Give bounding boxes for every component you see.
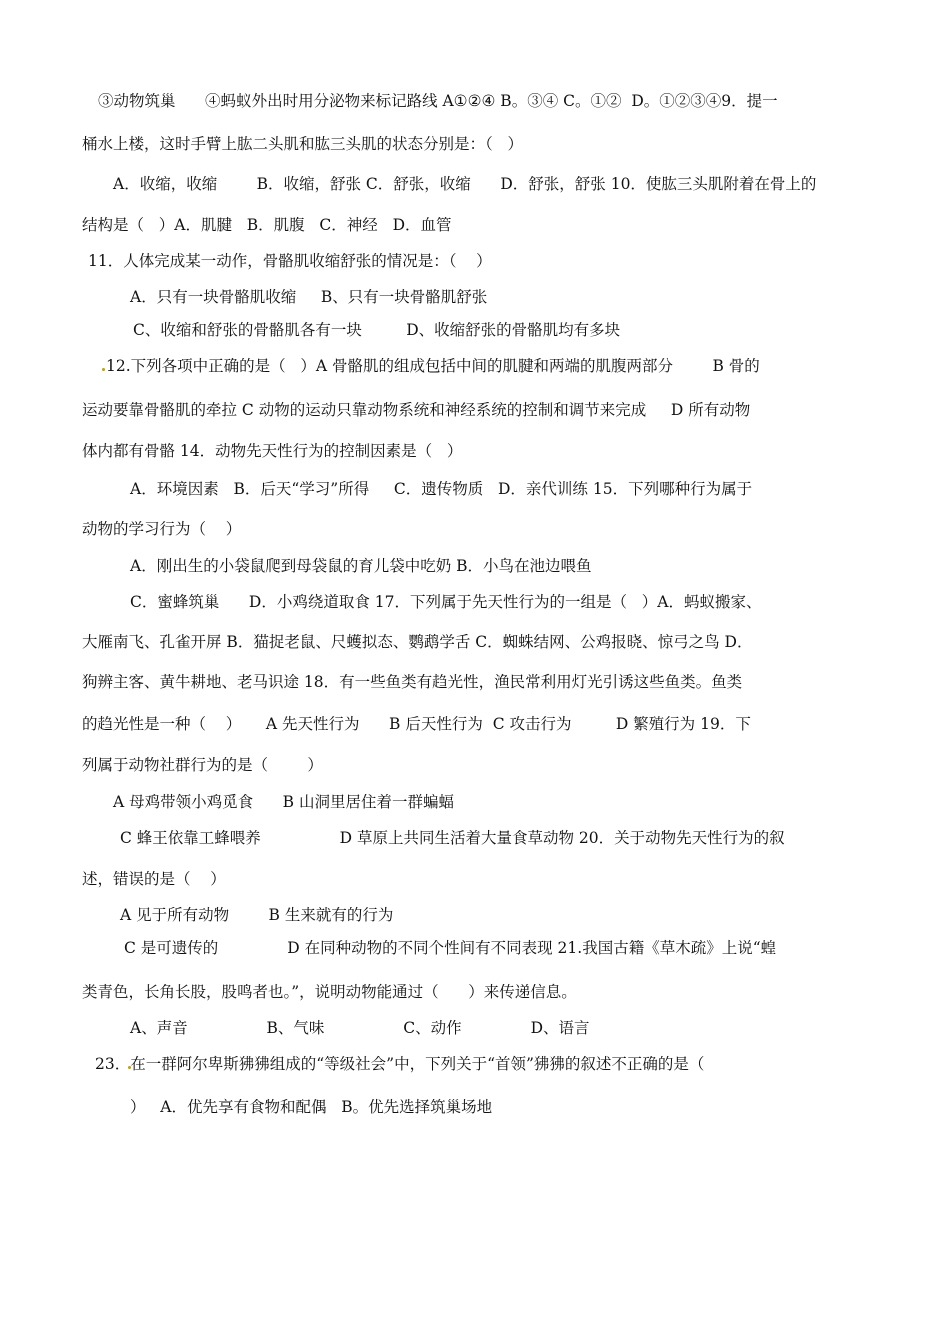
text-line: A 见于所有动物 B 生来就有的行为 [120,906,394,924]
text-line: 的趋光性是一种（ ） A 先天性行为 B 后天性行为 C 攻击行为 D 繁殖行为 19．下 [82,715,751,733]
text-line: C、收缩和舒张的骨骼肌各有一块 D、收缩舒张的骨骼肌均有多块 [133,321,621,339]
text-line: C 蜂王依靠工蜂喂养 D 草原上共同生活着大量食草动物 20．关于动物先天性行为的叙 [120,829,785,847]
text-line: 结构是（ ）A．肌腱 B．肌腹 C．神经 D．血管 [82,216,452,234]
text-line: 体内都有骨骼 14．动物先天性行为的控制因素是（ ） [82,442,463,460]
text-line: A．收缩，收缩 B．收缩，舒张 C．舒张，收缩 D．舒张，舒张 10．使肱三头肌附着在骨上的 [113,175,817,193]
text-line: A 母鸡带领小鸡觅食 B 山洞里居住着一群蝙蝠 [113,793,455,811]
text-line: C．蜜蜂筑巢 D．小鸡绕道取食 17．下列属于先天性行为的一组是（ ）A．蚂蚁搬家、 [130,593,762,611]
text-line: 23．在一群阿尔卑斯狒狒组成的“等级社会”中，下列关于“首领”狒狒的叙述不正确的是（ [95,1055,705,1073]
text-line: A．环境因素 B．后天“学习”所得 C．遗传物质 D．亲代训练 15．下列哪种行为属于 [130,480,753,498]
text-line: 列属于动物社群行为的是（ ） [82,756,323,774]
text-line: C 是可遗传的 D 在同种动物的不同个性间有不同表现 21.我国古籍《草木疏》上说“蝗 [124,939,777,957]
text-line: 运动要靠骨骼肌的牵拉 C 动物的运动只靠动物系统和神经系统的控制和调节来完成 D 所有动物 [82,401,751,419]
text-line: 11．人体完成某一动作，骨骼肌收缩舒张的情况是：（ ） [88,252,492,270]
text-line: 桶水上楼，这时手臂上肱二头肌和肱三头肌的状态分别是：（ ） [82,135,524,153]
text-line: ） A．优先享有食物和配偶 B。优先选择筑巢场地 [130,1098,493,1116]
text-line: 12.下列各项中正确的是（ ）A 骨骼肌的组成包括中间的肌腱和两端的肌腹两部分 B 骨的 [106,357,760,375]
text-line: 动物的学习行为（ ） [82,520,242,538]
text-line: A、声音 B、气味 C、动作 D、语言 [130,1019,590,1037]
text-line: A．刚出生的小袋鼠爬到母袋鼠的育儿袋中吃奶 B．小鸟在池边喂鱼 [130,557,592,575]
text-line: A．只有一块骨骼肌收缩 B、只有一块骨骼肌舒张 [130,288,488,306]
text-line: 类青色，长角长股，股鸣者也。”，说明动物能通过（ ）来传递信息。 [82,983,577,1001]
margin-dot [102,368,105,371]
text-line: 述，错误的是（ ） [82,870,226,888]
text-line: 大雁南飞、孔雀开屏 B．猫捉老鼠、尺蠖拟态、鹦鹉学舌 C．蜘蛛结网、公鸡报晓、惊弓之鸟 D． [82,633,753,651]
text-line: ③动物筑巢 ④蚂蚁外出时用分泌物来标记路线 A①②④ B。③④ C。①② D。①②③④9．提一 [98,92,778,110]
text-line: 狗辨主客、黄牛耕地、老马识途 18．有一些鱼类有趋光性，渔民常利用灯光引诱这些鱼类。鱼类 [82,673,743,691]
